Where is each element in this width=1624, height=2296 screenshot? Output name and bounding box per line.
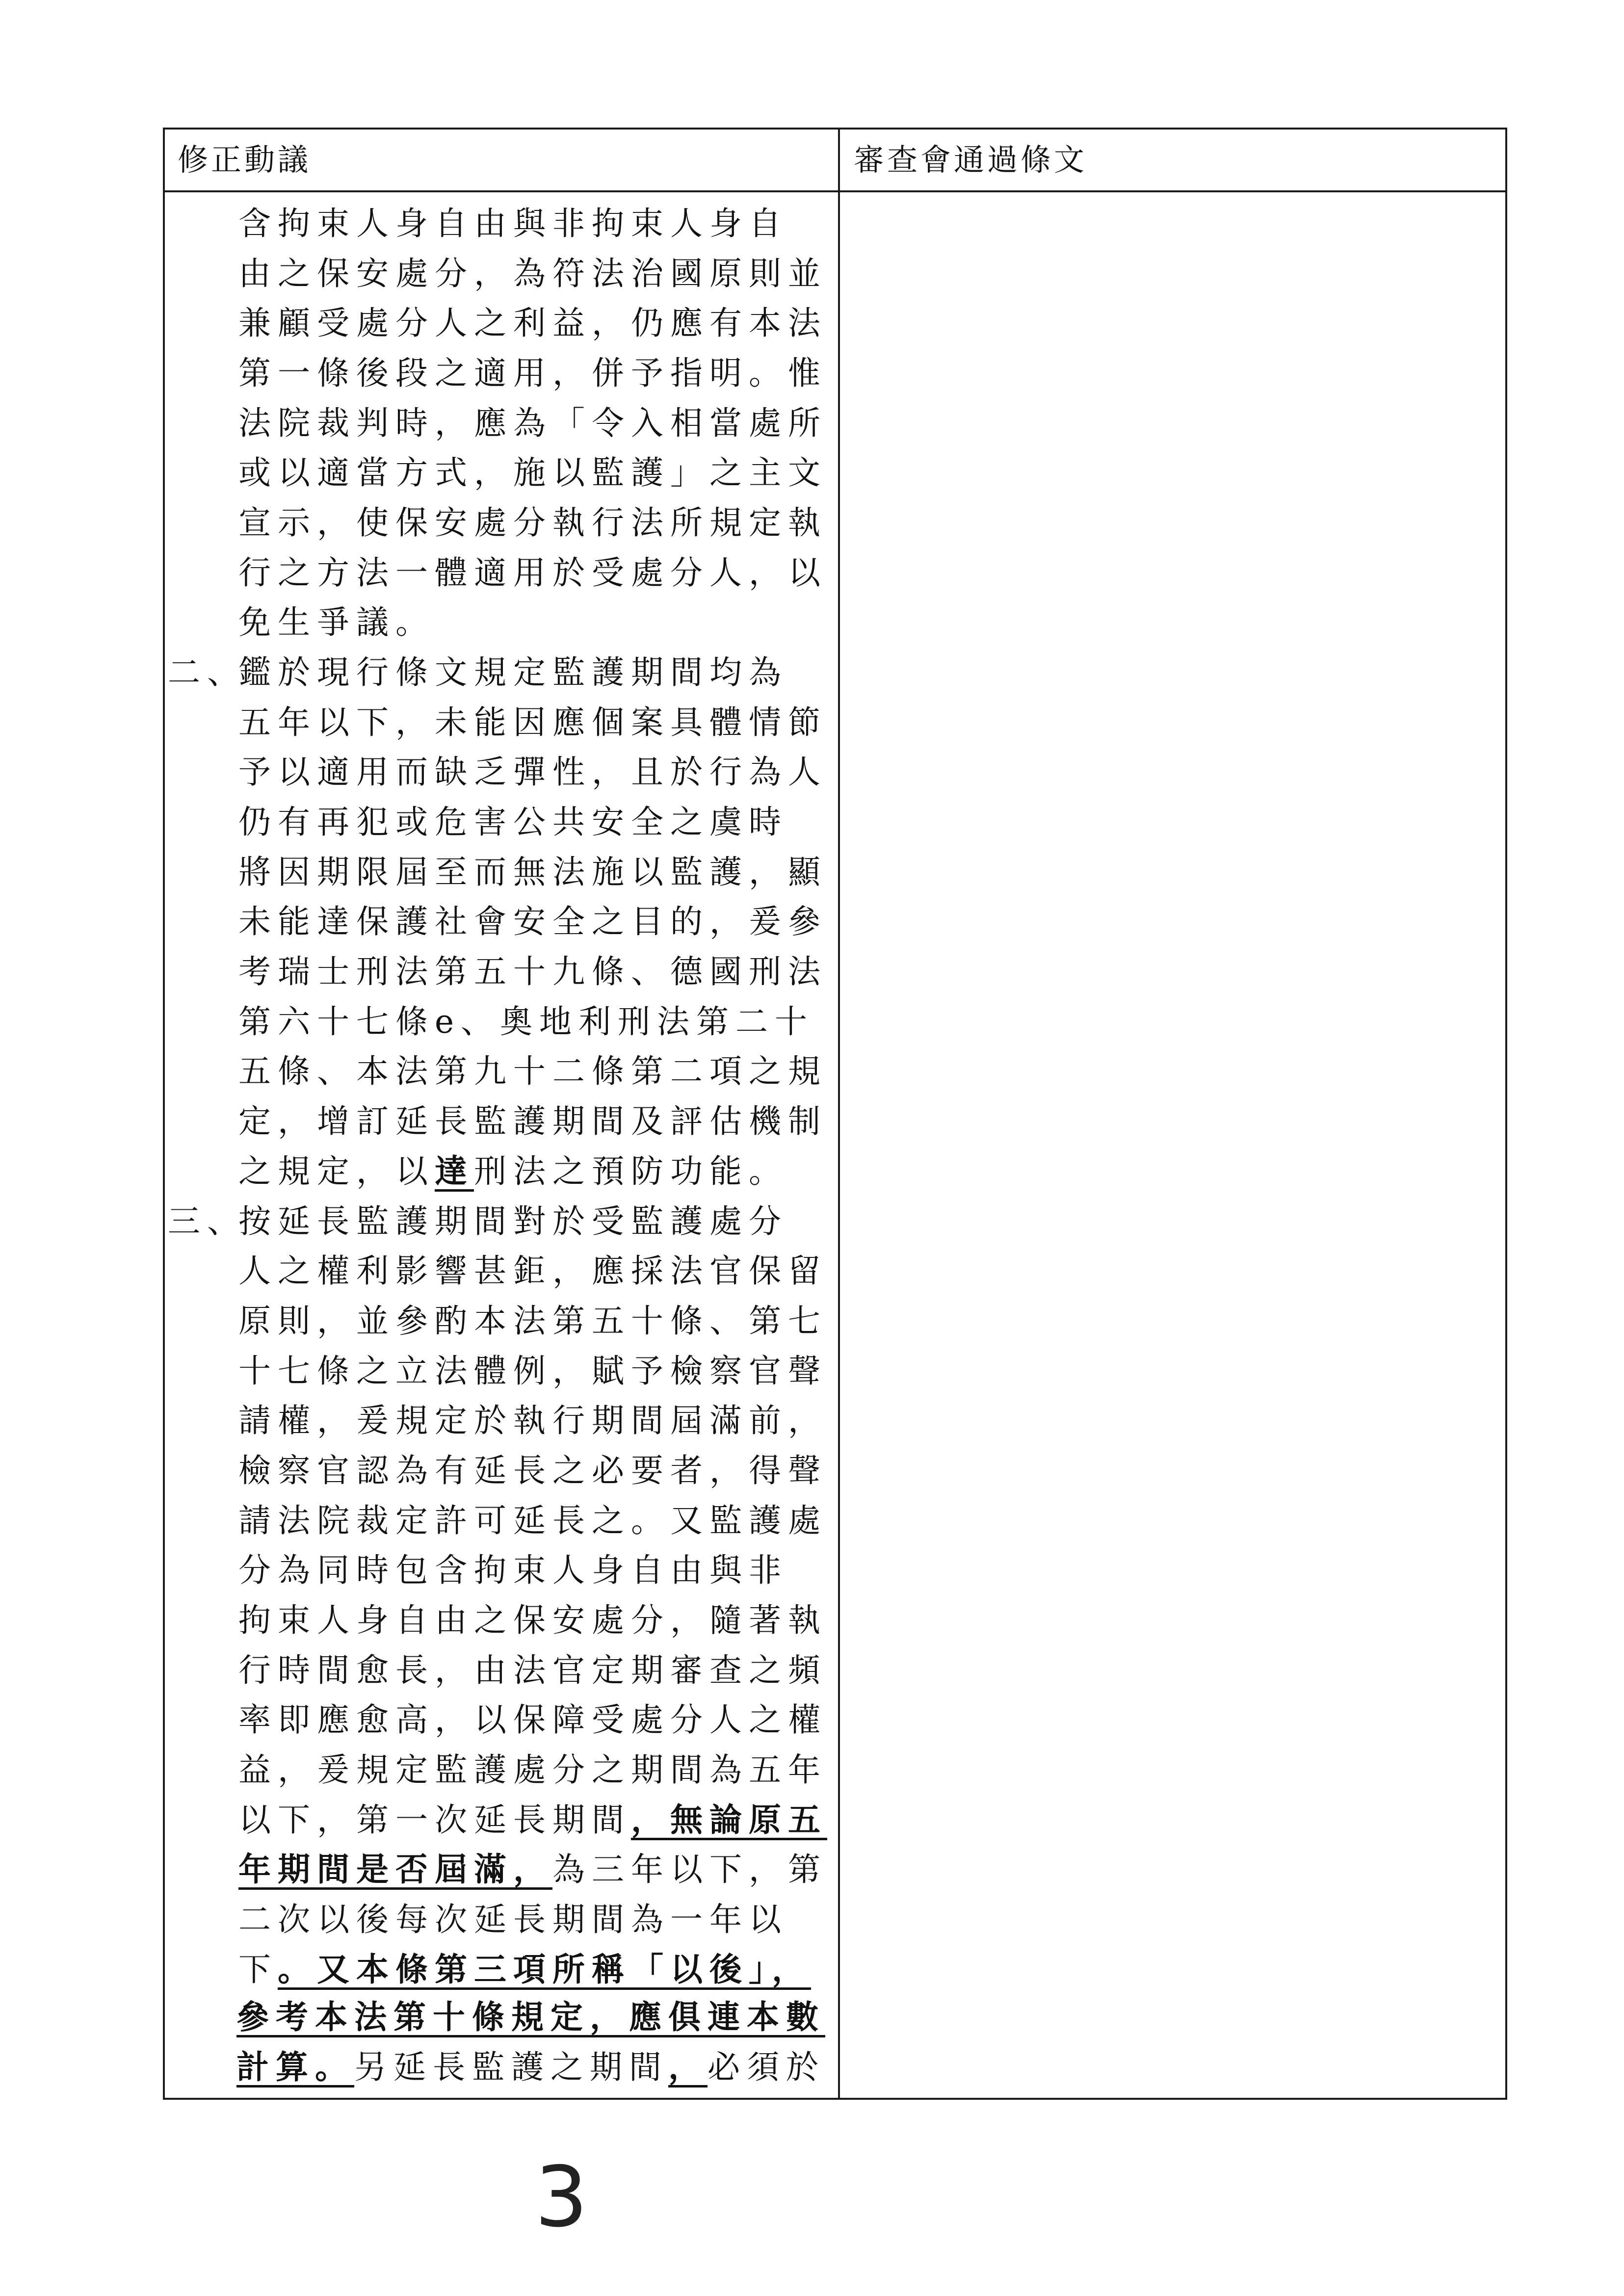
paragraph-number: 二、 <box>168 653 246 691</box>
text-line <box>236 2041 825 2096</box>
text-line: 請權，爰規定於執行期間屆滿前， <box>238 1402 827 1439</box>
text-fragment: 為三年以下，第 <box>552 1851 827 1888</box>
emphasized-text: 達 <box>435 1152 474 1190</box>
text-line: 宣示，使保安處分執行法所規定執 <box>238 504 827 542</box>
text-line: 第一條後段之適用，併予指明。惟 <box>238 354 827 392</box>
emphasized-text: 。又本條第三項所稱「以後」， <box>278 1950 811 1988</box>
emphasized-text: ， <box>668 2048 707 2086</box>
text-line: 五年以下，未能因應個案具體情節 <box>238 704 827 741</box>
text-line: 定，增訂延長監護期間及評估機制 <box>238 1102 827 1140</box>
text-line: 率即應愈高，以保障受處分人之權 <box>238 1701 827 1739</box>
emphasized-text: ，無論原五 <box>631 1800 827 1839</box>
amendment-text-tail <box>163 128 836 2100</box>
text-line: 行時間愈長，由法官定期審查之頻 <box>238 1651 827 1689</box>
text-line: 或以適當方式，施以監護」之主文 <box>238 454 827 492</box>
paragraph-number: 三、 <box>168 1202 246 1240</box>
text-line: 未能達保護社會安全之目的，爰參 <box>238 903 827 940</box>
text-line: 將因期限屆至而無法施以監護，顯 <box>238 853 827 891</box>
text-line: 十七條之立法體例，賦予檢察官聲 <box>238 1352 827 1390</box>
column-divider <box>838 130 840 2098</box>
text-line: 拘束人身自由之保安處分，隨著執 <box>238 1601 827 1639</box>
text-line: 分為同時包含拘束人身自由與非 <box>238 1551 788 1589</box>
text-line: 鑑於現行條文規定監護期間均為 <box>238 653 788 691</box>
page-number: 3 <box>535 2149 588 2246</box>
text-line: 含拘束人身自由與非拘束人身自 <box>238 205 788 242</box>
text-line: 行之方法一體適用於受處分人，以 <box>238 554 827 592</box>
header-amendment-motion: 修正動議 <box>178 142 312 178</box>
emphasized-text: 年期間是否屆滿， <box>238 1850 552 1888</box>
text-line: 由之保安處分，為符法治國原則並 <box>238 255 827 292</box>
text-line: 按延長監護期間對於受監護處分 <box>238 1202 788 1240</box>
text-line: 第六十七條e、奧地利刑法第二十 <box>238 1003 814 1041</box>
text-line: 兼顧受處分人之利益，仍應有本法 <box>238 304 827 342</box>
text-line: 請法院裁定許可延長之。又監護處 <box>238 1502 827 1539</box>
text-fragment: 之規定，以 <box>238 1152 435 1190</box>
text-fragment: 下 <box>238 1951 278 1988</box>
text-line: 二次以後每次延長期間為一年以 <box>238 1901 788 1938</box>
emphasized-text: 計算。 <box>236 2048 354 2086</box>
text-fragment: 必須於 <box>707 2048 825 2086</box>
text-line: 免生爭議。 <box>238 603 435 641</box>
text-line: 仍有再犯或危害公共安全之虞時 <box>238 803 788 841</box>
header-committee-passed-text: 審查會通過條文 <box>854 142 1088 178</box>
text-line: 考瑞士刑法第五十九條、德國刑法 <box>238 953 827 991</box>
text-fragment: 刑法之預防功能。 <box>474 1152 788 1190</box>
text-line: 檢察官認為有延長之必要者，得聲 <box>238 1452 827 1489</box>
text-fragment: 另延長監護之期間 <box>354 2048 668 2086</box>
text-line: 人之權利影響甚鉅，應採法官保留 <box>238 1252 827 1290</box>
text-fragment: 以下，第一次延長期間 <box>238 1801 631 1839</box>
text-line: 法院裁判時，應為「令入相當處所 <box>238 404 827 442</box>
text-line <box>236 1991 825 2046</box>
text-line: 原則，並參酌本法第五十條、第七 <box>238 1302 827 1340</box>
text-line: 五條、本法第九十二條第二項之規 <box>238 1052 827 1090</box>
emphasized-text: 參考本法第十條規定，應俱連本數 <box>236 1998 825 2036</box>
text-line: 予以適用而缺乏彈性，且於行為人 <box>238 753 827 791</box>
text-line: 益，爰規定監護處分之期間為五年 <box>238 1751 827 1789</box>
